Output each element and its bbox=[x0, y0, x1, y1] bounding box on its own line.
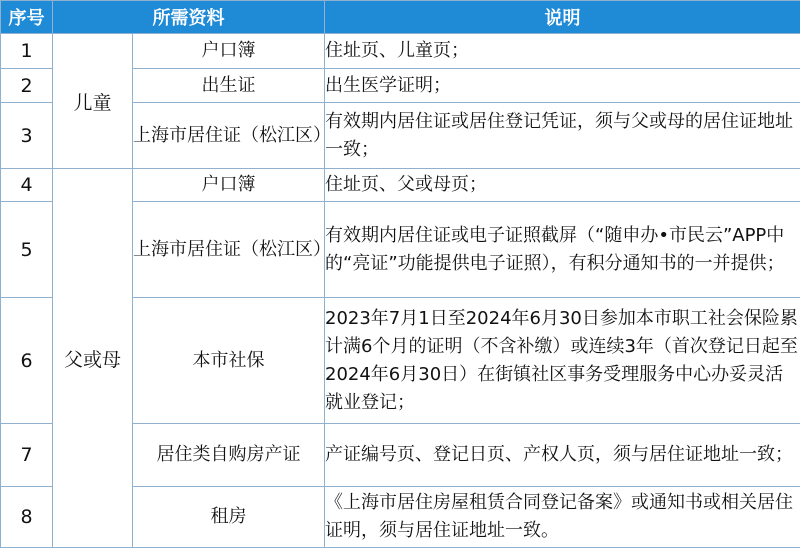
header-row bbox=[1, 1, 800, 34]
row-number: 7 bbox=[1, 424, 53, 487]
row-number: 2 bbox=[1, 69, 53, 103]
document-name: 租房 bbox=[133, 487, 325, 548]
document-description: 产证编号页、登记日页、产权人页，须与居住证地址一致； bbox=[325, 424, 800, 487]
document-description: 住址页、儿童页； bbox=[325, 34, 800, 69]
document-description: 《上海市居住房屋租赁合同登记备案》或通知书或相关居住证明，须与居住证地址一致。 bbox=[325, 487, 800, 548]
document-name: 居住类自购房产证 bbox=[133, 424, 325, 487]
row-number: 6 bbox=[1, 298, 53, 424]
document-name: 出生证 bbox=[133, 69, 325, 103]
header-description: 说明 bbox=[325, 1, 800, 34]
header-required-documents: 所需资料 bbox=[53, 1, 325, 34]
row-number: 1 bbox=[1, 34, 53, 69]
table-row bbox=[1, 34, 800, 69]
document-name: 上海市居住证（松江区） bbox=[133, 202, 325, 298]
document-name: 上海市居住证（松江区） bbox=[133, 103, 325, 169]
document-description: 出生医学证明； bbox=[325, 69, 800, 103]
document-name: 本市社保 bbox=[133, 298, 325, 424]
document-description: 有效期内居住证或电子证照截屏（“随申办•市民云”APP中的“亮证”功能提供电子证照），有积分通知书的一并提供； bbox=[325, 202, 800, 298]
document-description: 住址页、父或母页； bbox=[325, 169, 800, 202]
group-label-child: 儿童 bbox=[53, 34, 133, 169]
row-number: 5 bbox=[1, 202, 53, 298]
document-name: 户口簿 bbox=[133, 34, 325, 69]
header-number: 序号 bbox=[1, 1, 53, 34]
document-description: 2023年7月1日至2024年6月30日参加本市职工社会保险累计满6个月的证明（不含补缴）或连续3年（首次登记日起至2024年6月30日）在街镇社区事务受理服务中心办妥灵活就业登记； bbox=[325, 298, 800, 424]
row-number: 8 bbox=[1, 487, 53, 548]
document-name: 户口簿 bbox=[133, 169, 325, 202]
document-description: 有效期内居住证或居住登记凭证，须与父或母的居住证地址一致； bbox=[325, 103, 800, 169]
row-number: 4 bbox=[1, 169, 53, 202]
table-row bbox=[1, 169, 800, 202]
row-number: 3 bbox=[1, 103, 53, 169]
group-label-parent: 父或母 bbox=[53, 169, 133, 548]
